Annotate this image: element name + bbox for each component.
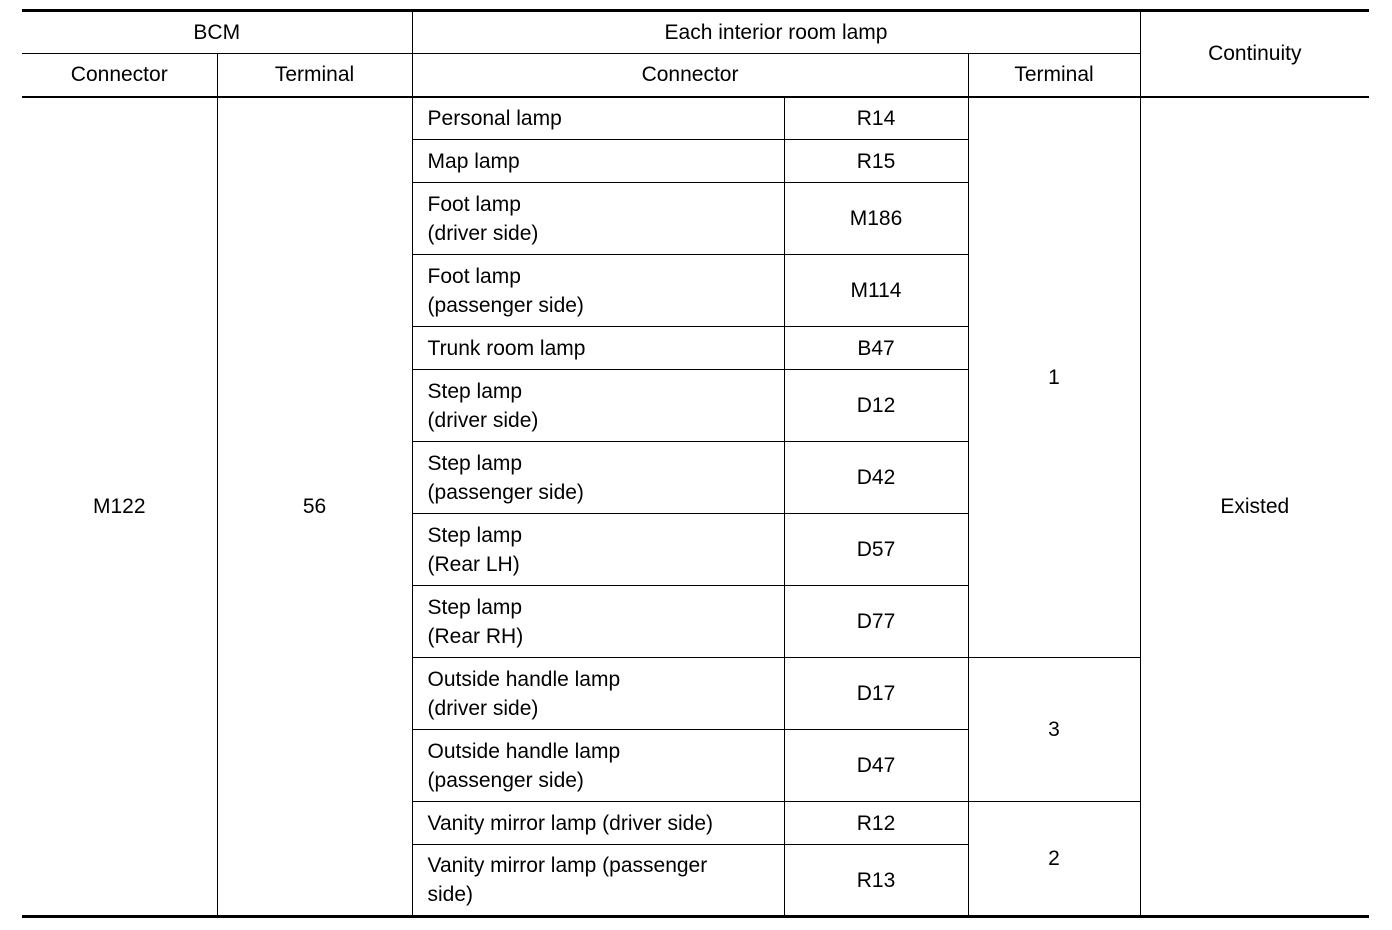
lamp-connector-cell: R14 — [784, 97, 968, 140]
lamp-name-cell — [412, 442, 784, 514]
continuity-cell: Existed — [1140, 97, 1369, 917]
lamp-connector-cell: R12 — [784, 802, 968, 845]
lamp-name-line: Foot lamp — [427, 264, 521, 288]
lamp-name-cell — [412, 97, 784, 140]
lamp-connector-cell: D47 — [784, 730, 968, 802]
header-lamp-connector: Connector — [412, 54, 968, 97]
lamp-name-line-2: (driver side) — [427, 408, 539, 432]
header-bcm: BCM — [22, 11, 412, 54]
lamp-name-line: Outside handle lamp — [427, 667, 621, 691]
lamp-terminal-group-3: 3 — [968, 658, 1140, 802]
bcm-terminal-cell: 56 — [217, 97, 412, 917]
lamp-connector-cell: D57 — [784, 514, 968, 586]
lamp-name-line: Step lamp — [427, 451, 523, 475]
lamp-connector-cell: R15 — [784, 140, 968, 183]
lamp-name-cell — [412, 140, 784, 183]
lamp-name-cell — [412, 370, 784, 442]
header-bcm-terminal: Terminal — [217, 54, 412, 97]
lamp-name-cell — [412, 730, 784, 802]
lamp-connector-cell: D42 — [784, 442, 968, 514]
lamp-name-cell — [412, 514, 784, 586]
lamp-name-line: Outside handle lamp — [427, 739, 621, 763]
lamp-name-line-2: (passenger side) — [427, 768, 584, 792]
lamp-name-line-2: (Rear LH) — [427, 552, 520, 576]
lamp-name-line: Step lamp — [427, 595, 523, 619]
lamp-name-line: Step lamp — [427, 379, 523, 403]
lamp-connector-cell: B47 — [784, 327, 968, 370]
lamp-name-cell — [412, 802, 784, 845]
lamp-name-cell — [412, 327, 784, 370]
lamp-name-line: Trunk room lamp — [427, 336, 586, 360]
header-bcm-connector: Connector — [22, 54, 217, 97]
header-lamp-terminal: Terminal — [968, 54, 1140, 97]
continuity-check-table — [22, 9, 1369, 918]
lamp-name-cell — [412, 183, 784, 255]
lamp-name-line-2: (driver side) — [427, 696, 539, 720]
lamp-connector-cell: M114 — [784, 255, 968, 327]
lamp-connector-cell: D17 — [784, 658, 968, 730]
lamp-connector-cell: M186 — [784, 183, 968, 255]
lamp-name-line: Foot lamp — [427, 192, 521, 216]
header-continuity: Continuity — [1140, 11, 1369, 97]
header-lamp-group: Each interior room lamp — [412, 11, 1140, 54]
lamp-connector-cell: D77 — [784, 586, 968, 658]
lamp-name-cell — [412, 255, 784, 327]
lamp-connector-cell: D12 — [784, 370, 968, 442]
lamp-name-line: Vanity mirror lamp (driver side) — [427, 811, 714, 835]
lamp-name-cell — [412, 586, 784, 658]
lamp-name-line: Vanity mirror lamp (passenger — [427, 854, 708, 877]
lamp-name-cell — [412, 845, 784, 917]
lamp-name-line: Map lamp — [427, 149, 520, 173]
lamp-name-line: Step lamp — [427, 523, 523, 547]
lamp-name-cell — [412, 658, 784, 730]
lamp-connector-cell: R13 — [784, 845, 968, 917]
lamp-name-line-2: (driver side) — [427, 221, 539, 245]
lamp-name-line-2: (passenger side) — [427, 480, 584, 504]
lamp-name-line: Personal lamp — [427, 106, 562, 130]
lamp-terminal-group-1: 1 — [968, 97, 1140, 658]
lamp-name-line-2: (passenger side) — [427, 293, 584, 317]
lamp-terminal-group-2: 2 — [968, 802, 1140, 917]
lamp-name-line-2: side) — [427, 883, 474, 906]
lamp-name-line-2: (Rear RH) — [427, 624, 524, 648]
bcm-connector-cell: M122 — [22, 97, 217, 917]
